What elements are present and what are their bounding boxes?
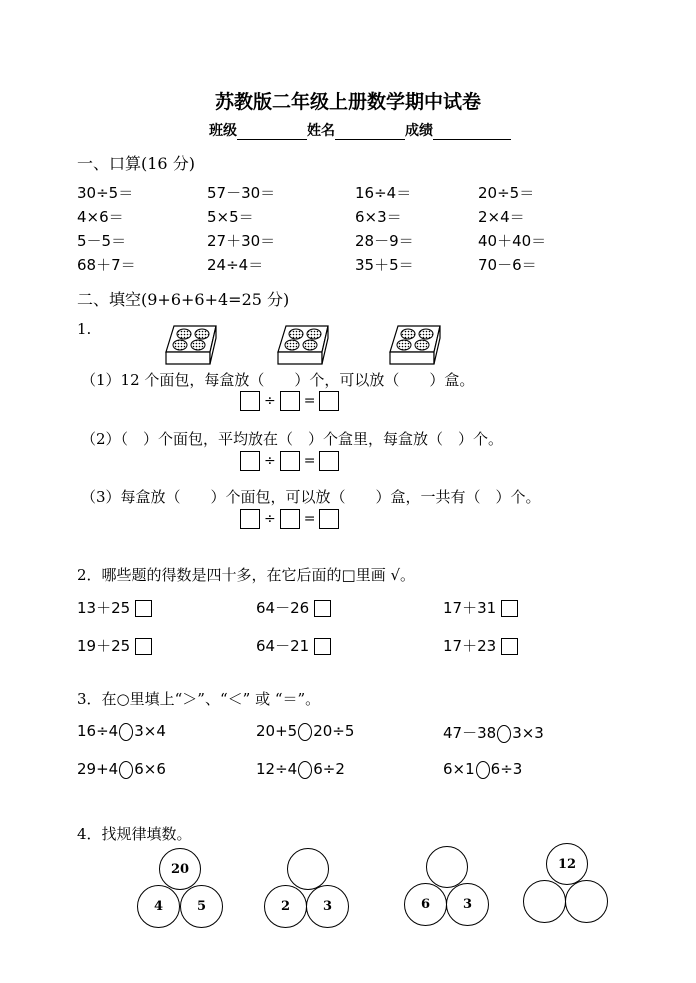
answer-box[interactable] — [280, 391, 300, 411]
calc-item: 28－9＝ — [355, 232, 414, 250]
pattern-circle-top: 20 — [159, 848, 201, 890]
q2-heading: 2．哪些题的得数是四十多，在它后面的□里画 √。 — [77, 566, 416, 584]
q4-heading: 4．找规律填数。 — [77, 825, 192, 843]
pattern-circle-top: 12 — [546, 843, 588, 885]
q3-right: 20÷5 — [313, 722, 355, 740]
equals-sign: = — [303, 453, 316, 469]
q3-right: 6×6 — [134, 760, 166, 778]
pattern-circle-left: 6 — [404, 883, 447, 926]
answer-box[interactable] — [280, 509, 300, 529]
score-label: 成绩 — [405, 123, 433, 139]
bread-box-1 — [166, 326, 216, 364]
bread-box-2 — [278, 326, 328, 364]
calc-item: 5－5＝ — [77, 232, 127, 250]
pattern-circle-left: 2 — [264, 885, 307, 928]
q3-item — [256, 722, 354, 741]
equals-sign: = — [303, 511, 316, 527]
divide-sign: ÷ — [264, 511, 276, 527]
q3-heading: 3．在○里填上“＞”、“＜” 或 “＝”。 — [77, 690, 321, 708]
answer-box[interactable] — [240, 509, 260, 529]
bread-box-3 — [390, 326, 440, 364]
q2-expr: 64－21 — [256, 637, 310, 655]
check-box[interactable] — [501, 600, 518, 617]
pattern-circle-left[interactable] — [523, 880, 566, 923]
calc-item: 68＋7＝ — [77, 256, 136, 274]
page-title: 苏教版二年级上册数学期中试卷 — [214, 91, 481, 113]
pattern-circle-right: 3 — [306, 885, 349, 928]
q1-number: 1. — [77, 320, 92, 338]
answer-box[interactable] — [240, 391, 260, 411]
student-info-line — [209, 120, 511, 140]
q2-expr: 64－26 — [256, 599, 310, 617]
calc-item: 70－6＝ — [478, 256, 537, 274]
q3-item — [77, 760, 166, 779]
q2-expr: 17＋31 — [443, 599, 497, 617]
q3-item — [443, 722, 544, 743]
q1-formula-2 — [240, 451, 339, 471]
bread-boxes — [160, 322, 460, 372]
answer-box[interactable] — [319, 391, 339, 411]
q3-right: 3×3 — [512, 724, 544, 742]
pattern-circle-top[interactable] — [287, 848, 329, 890]
q2-item — [443, 635, 518, 656]
pattern-circle-left: 4 — [137, 885, 180, 928]
answer-box[interactable] — [319, 451, 339, 471]
calc-item: 27＋30＝ — [207, 232, 276, 250]
divide-sign: ÷ — [264, 453, 276, 469]
calc-item: 30÷5＝ — [77, 184, 134, 202]
calc-item: 6×3＝ — [355, 208, 402, 226]
q2-item — [77, 635, 152, 656]
check-box[interactable] — [314, 638, 331, 655]
q3-left: 20+5 — [256, 722, 298, 740]
q2-expr: 17＋23 — [443, 637, 497, 655]
calc-item: 16÷4＝ — [355, 184, 412, 202]
equals-sign: = — [303, 393, 316, 409]
calc-item: 20÷5＝ — [478, 184, 535, 202]
class-blank[interactable] — [237, 125, 307, 140]
q3-left: 29+4 — [77, 760, 119, 778]
calc-item: 4×6＝ — [77, 208, 124, 226]
q2-item — [77, 597, 152, 618]
pattern-circle-right: 5 — [180, 885, 223, 928]
pattern-circle-right[interactable] — [565, 880, 608, 923]
q3-left: 6×1 — [443, 760, 475, 778]
check-box[interactable] — [501, 638, 518, 655]
q3-left: 12÷4 — [256, 760, 298, 778]
calc-item: 5×5＝ — [207, 208, 254, 226]
divide-sign: ÷ — [264, 393, 276, 409]
compare-circle[interactable] — [298, 723, 312, 741]
section1-heading: 一、口算(16 分) — [77, 154, 195, 173]
answer-box[interactable] — [280, 451, 300, 471]
q2-item — [443, 597, 518, 618]
q1-sub3: （3）每盒放（ ）个面包，可以放（ ）盒，一共有（ ）个。 — [81, 488, 541, 506]
calc-item: 35＋5＝ — [355, 256, 414, 274]
score-blank[interactable] — [433, 125, 511, 140]
q2-expr: 19＋25 — [77, 637, 131, 655]
check-box[interactable] — [314, 600, 331, 617]
check-box[interactable] — [135, 638, 152, 655]
q3-left: 47－38 — [443, 724, 497, 742]
pattern-circle-right: 3 — [446, 883, 489, 926]
section2-heading: 二、填空(9+6+6+4=25 分) — [77, 290, 290, 309]
compare-circle[interactable] — [119, 761, 133, 779]
q2-expr: 13＋25 — [77, 599, 131, 617]
pattern-circle-top[interactable] — [426, 846, 468, 888]
q3-left: 16÷4 — [77, 722, 119, 740]
q3-item — [443, 760, 522, 779]
compare-circle[interactable] — [476, 761, 490, 779]
q3-item — [256, 760, 345, 779]
compare-circle[interactable] — [497, 725, 511, 743]
q2-item — [256, 597, 331, 618]
q3-item — [77, 722, 166, 741]
calc-item: 2×4＝ — [478, 208, 525, 226]
class-label: 班级 — [209, 123, 237, 139]
q1-formula-1 — [240, 391, 339, 411]
calc-item: 24÷4＝ — [207, 256, 264, 274]
name-label: 姓名 — [307, 123, 335, 139]
q2-item — [256, 635, 331, 656]
compare-circle[interactable] — [298, 761, 312, 779]
answer-box[interactable] — [319, 509, 339, 529]
calc-item: 40＋40＝ — [478, 232, 547, 250]
calc-item: 57－30＝ — [207, 184, 276, 202]
q3-right: 6÷2 — [313, 760, 345, 778]
compare-circle[interactable] — [119, 723, 133, 741]
q1-formula-3 — [240, 509, 339, 529]
q3-right: 6÷3 — [490, 760, 523, 778]
answer-box[interactable] — [240, 451, 260, 471]
name-blank[interactable] — [335, 125, 405, 140]
q3-right: 3×4 — [134, 722, 166, 740]
check-box[interactable] — [135, 600, 152, 617]
q1-sub1: （1）12 个面包，每盒放（ ）个，可以放（ ）盒。 — [81, 371, 475, 389]
q1-sub2: （2）（ ）个面包，平均放在（ ）个盒里，每盒放（ ）个。 — [81, 430, 504, 448]
